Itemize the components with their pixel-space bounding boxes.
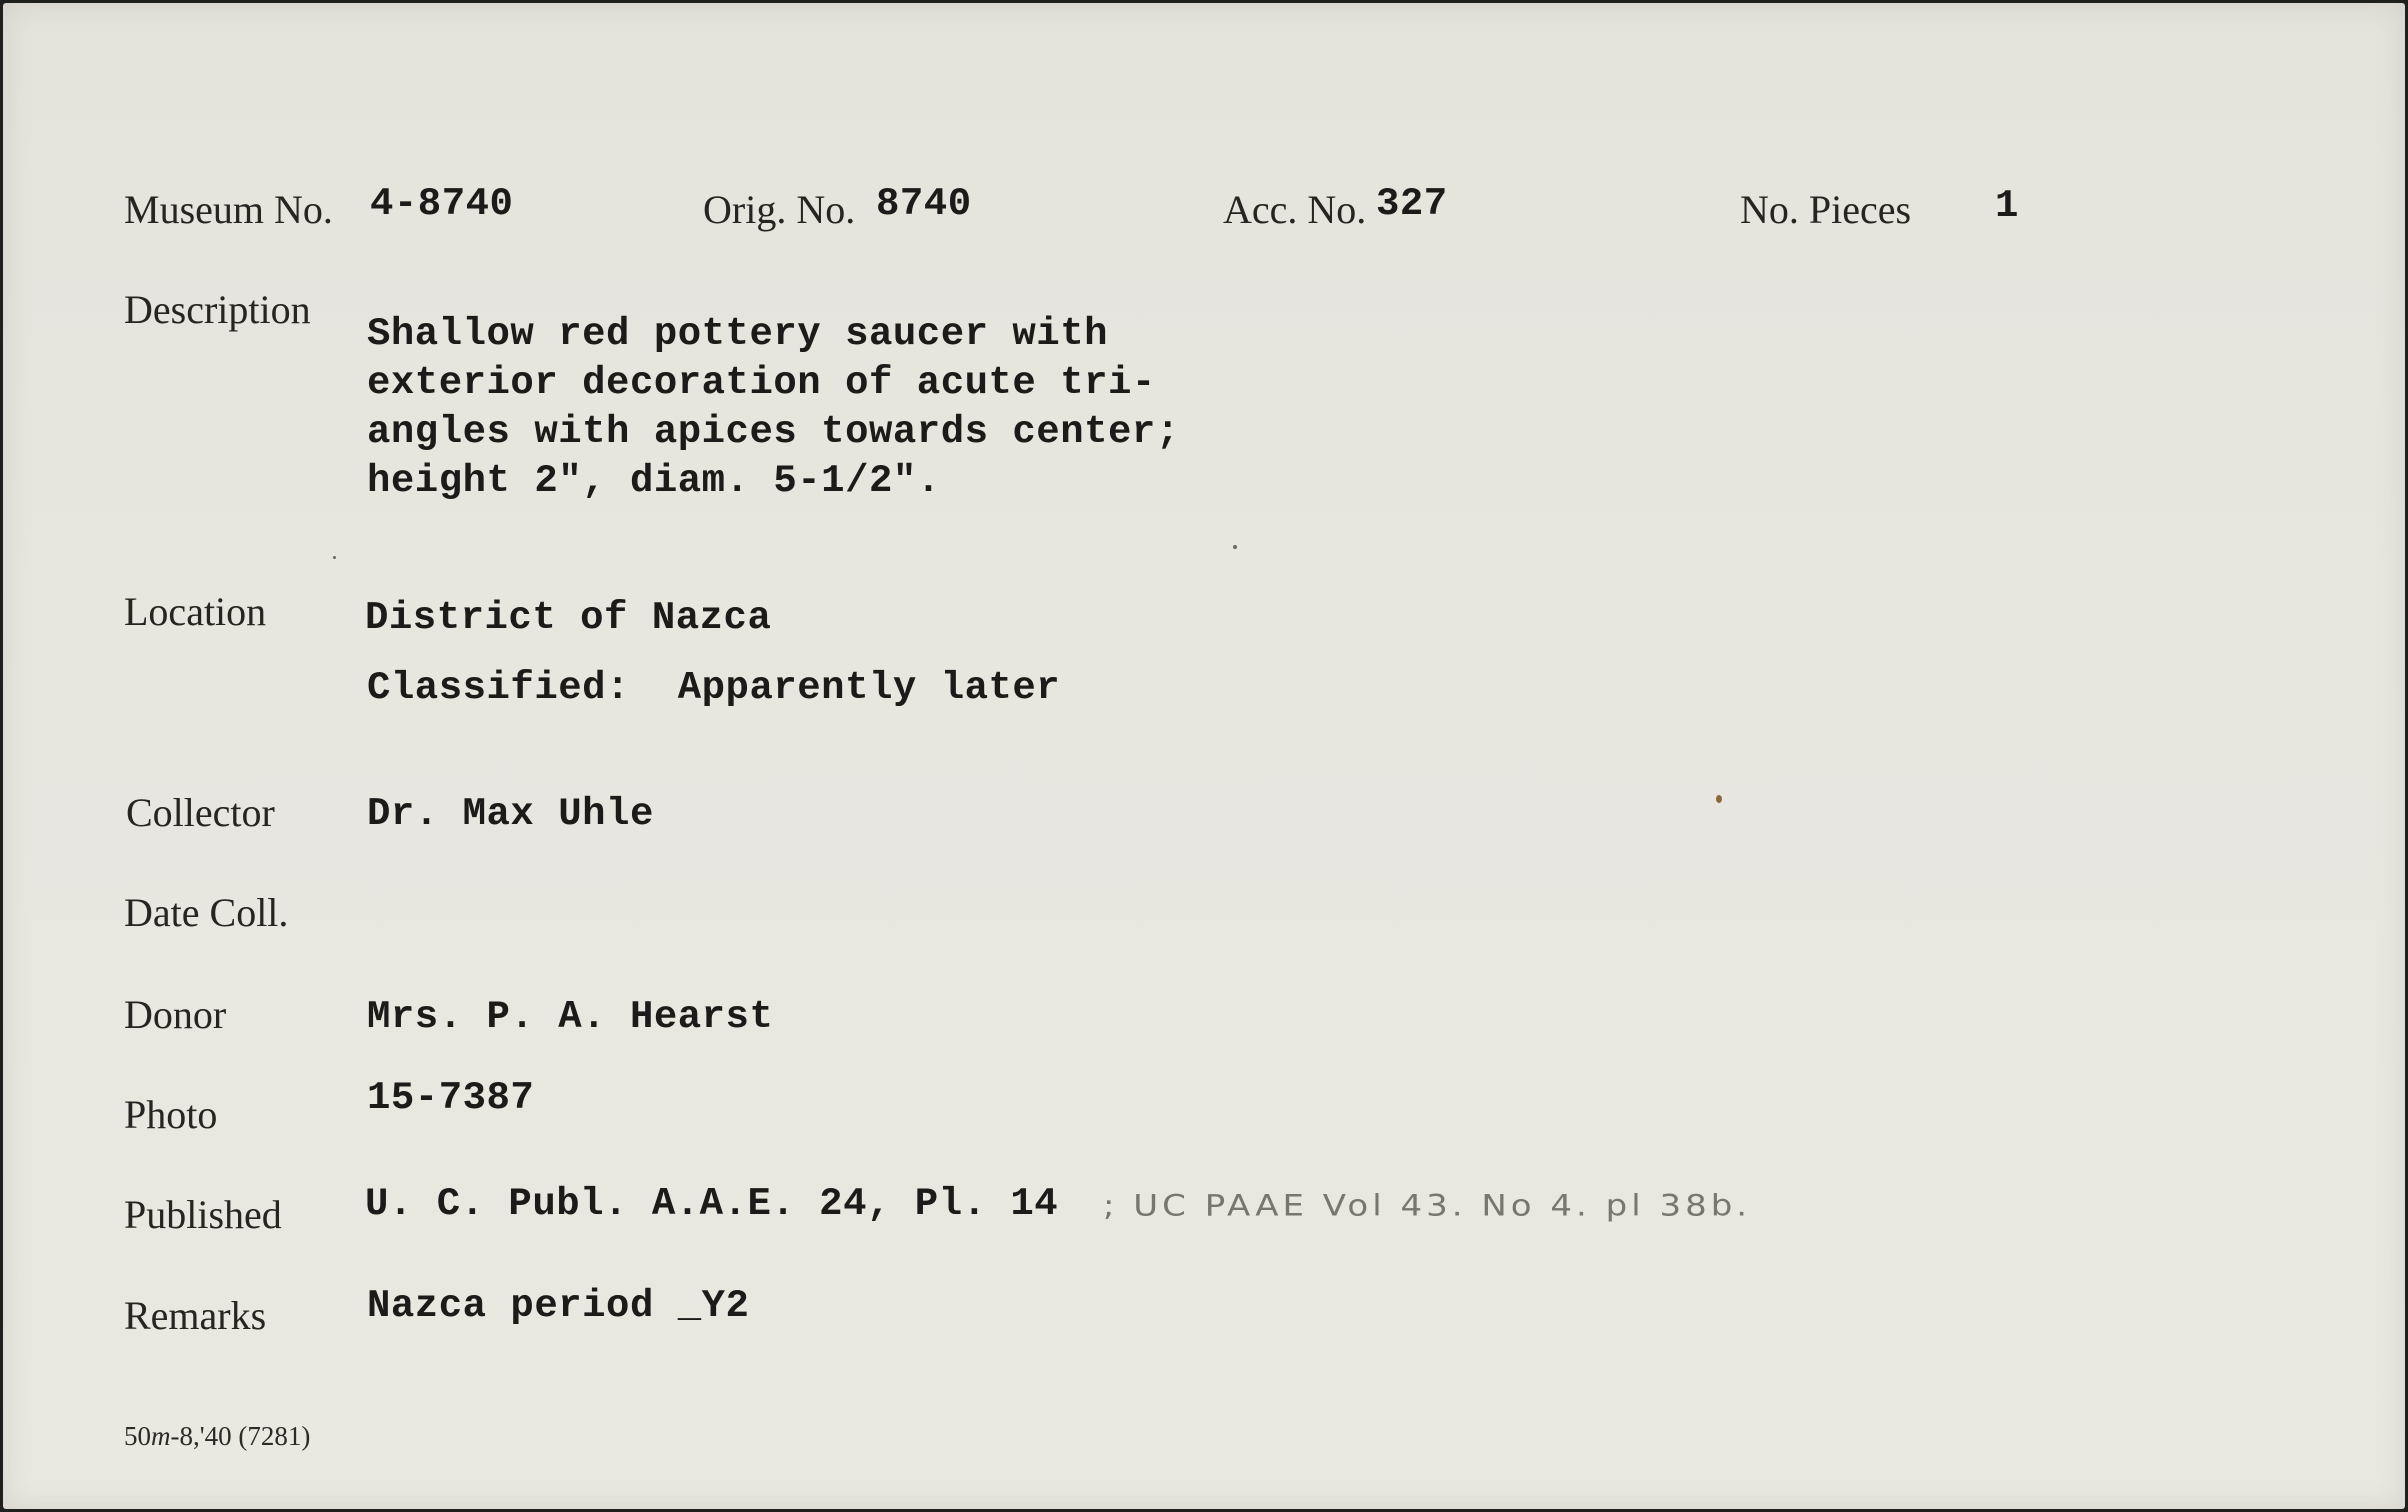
- published-label: Published: [124, 1192, 282, 1237]
- remarks-value: Nazca period _Y2: [367, 1284, 750, 1328]
- description-label: Description: [124, 287, 311, 332]
- paper-speck: [1716, 795, 1722, 803]
- orig-no-value: 8740: [876, 182, 972, 226]
- description-text: [367, 312, 1180, 511]
- museum-no-value: 4-8740: [370, 182, 514, 226]
- form-print-code-italic: m: [151, 1421, 171, 1451]
- location-label: Location: [124, 589, 267, 634]
- acc-no-value: 327: [1376, 182, 1448, 226]
- no-pieces-value: 1: [1995, 184, 2019, 228]
- donor-value: Mrs. P. A. Hearst: [367, 995, 774, 1039]
- published-handwritten-note: ; UC PAAE Vol 43. No 4. pl 38b.: [1103, 1189, 1752, 1223]
- no-pieces-label: No. Pieces: [1740, 187, 1912, 232]
- collector-value: Dr. Max Uhle: [367, 792, 654, 836]
- acc-no-label: Acc. No.: [1223, 187, 1367, 232]
- form-print-code-suffix: -8,'40 (7281): [170, 1421, 311, 1451]
- remarks-label: Remarks: [124, 1293, 267, 1338]
- photo-value: 15-7387: [367, 1076, 535, 1120]
- paper-speck: [333, 556, 336, 559]
- location-value: District of Nazca: [365, 596, 772, 640]
- classified-value: Classified: Apparently later: [367, 666, 1061, 710]
- orig-no-label: Orig. No.: [703, 187, 856, 232]
- catalog-card: [3, 3, 2405, 1509]
- form-print-code-prefix: 50: [124, 1421, 151, 1451]
- museum-no-label: Museum No.: [124, 187, 333, 232]
- form-print-code: [124, 1423, 310, 1450]
- photo-label: Photo: [124, 1092, 218, 1137]
- description-line: exterior decoration of acute tri-: [367, 361, 1156, 405]
- description-line: height 2", diam. 5-1/2".: [367, 459, 941, 503]
- donor-label: Donor: [124, 992, 227, 1037]
- paper-speck: [1233, 545, 1237, 549]
- date-coll-label: Date Coll.: [124, 890, 289, 935]
- description-line: angles with apices towards center;: [367, 410, 1180, 454]
- description-line: Shallow red pottery saucer with: [367, 312, 1109, 356]
- collector-label: Collector: [126, 790, 275, 835]
- published-value: U. C. Publ. A.A.E. 24, Pl. 14: [365, 1182, 1059, 1226]
